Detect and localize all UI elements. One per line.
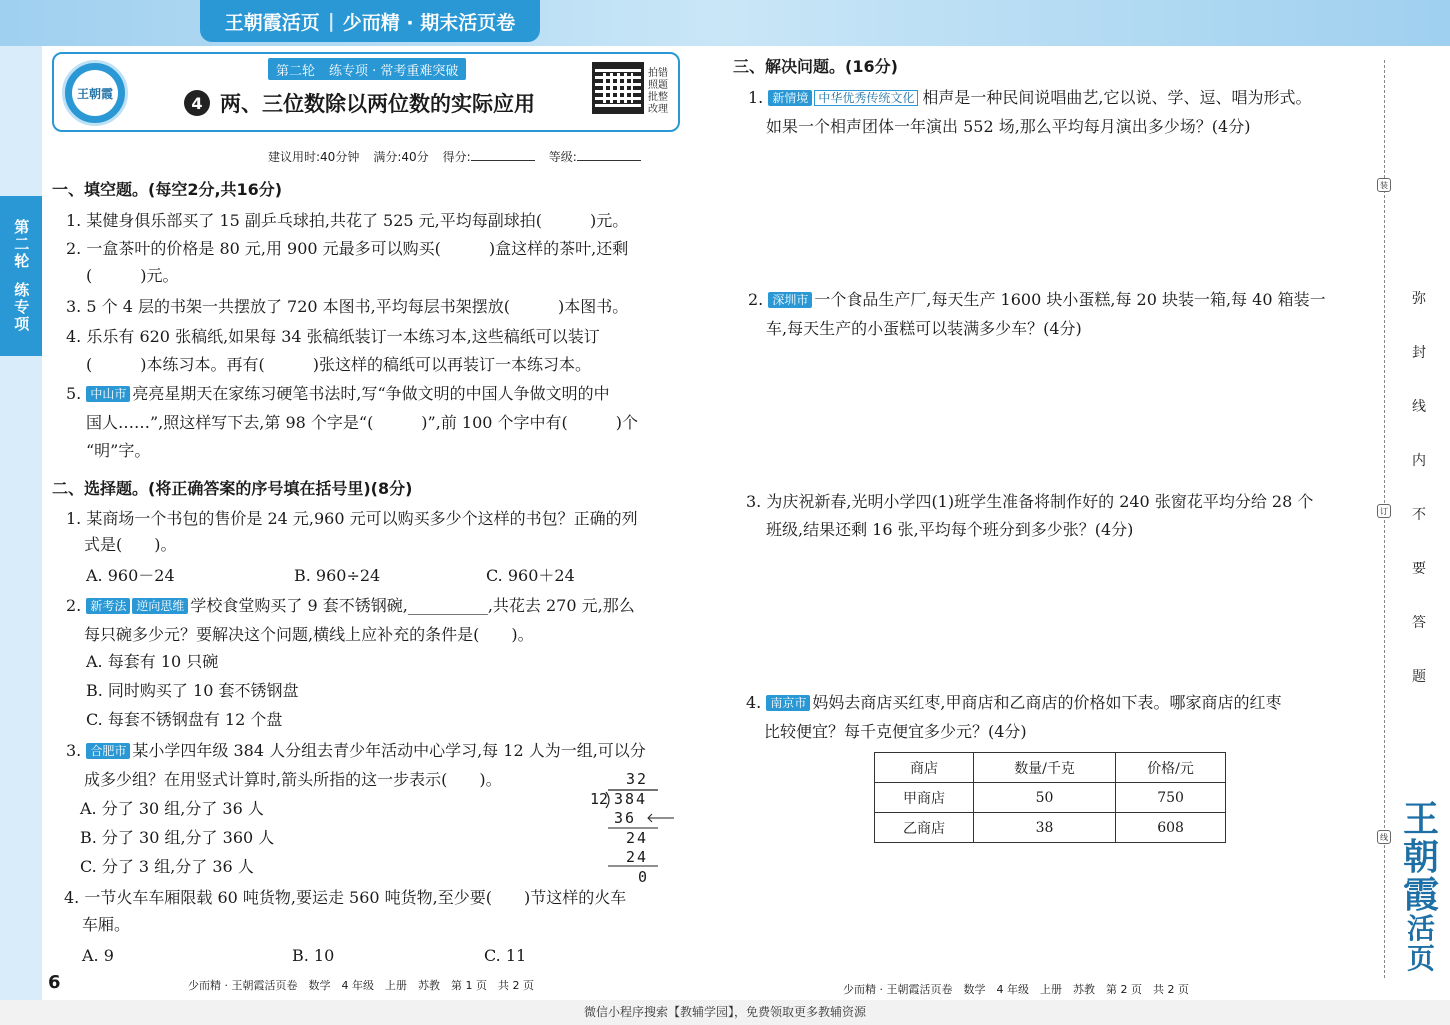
logo-text: 王朝霞 [72, 70, 118, 116]
choice-q4-line2: 车厢。 [82, 915, 131, 934]
fill-q5-line3: “明”字。 [86, 441, 151, 460]
table-cell: 50 [974, 783, 1116, 813]
choice-q3-option-c: C. 分了 3 组,分了 36 人 [80, 857, 254, 876]
choice-q3-line2: 成多少组？在用竖式计算时,箭头所指的这一步表示( )。 [84, 770, 502, 789]
division-step-36: 36 [614, 809, 637, 827]
long-division-figure [586, 770, 676, 886]
full-score: 满分:40分 [373, 150, 429, 164]
choice-q3-line1: 3. 合肥市 某小学四年级 384 人分组去青少年活动中心学习,每 12 人为一组,可以分 [66, 741, 646, 760]
footer-right: 少而精 · 王朝霞活页卷 数学 4 年级 上册 苏教 第 2 页 共 2 页 [843, 983, 1189, 996]
fill-q2-line1: 2. 一盒茶叶的价格是 80 元,用 900 元最多可以购买( )盒这样的茶叶,还剩 [66, 239, 629, 258]
choice-q2-option-b: B. 同时购买了 10 套不锈钢盘 [86, 681, 299, 700]
table-cell: 乙商店 [875, 813, 974, 843]
brand-header [200, 0, 540, 42]
binding-mark: 装 [1377, 178, 1391, 192]
round-sub-label: 练专项 · 常考重难突破 [329, 63, 459, 79]
fill-q2-line2: ( )元。 [86, 266, 179, 285]
division-step-24a: 24 [626, 829, 649, 847]
region-tag: 南京市 [766, 695, 810, 711]
region-tag: 深圳市 [768, 292, 812, 308]
grade-field: 等级: [549, 148, 641, 165]
table-cell: 750 [1116, 783, 1226, 813]
bottom-ad-bar: 微信小程序搜索【教辅学园】，免费领取更多教辅资源 [0, 1000, 1450, 1025]
table-row [875, 813, 1226, 843]
seal-line-note: 弥 封 线 内 不 要 答 题 [1412, 291, 1426, 685]
table-row [875, 783, 1226, 813]
choice-q2-option-c: C. 每套不锈钢盘有 12 个盘 [86, 710, 283, 729]
dividend: 384 [614, 790, 648, 808]
choice-q3-option-a: A. 分了 30 组,分了 36 人 [80, 799, 264, 818]
binding-mark: 订 [1377, 504, 1391, 518]
division-step-24b: 24 [626, 848, 649, 866]
lesson-title-row [184, 88, 535, 118]
score-meta-row [268, 148, 641, 165]
brand-separator: | [327, 10, 335, 32]
reverse-thinking-tag: 逆向思维 [132, 598, 188, 614]
side-tab [0, 196, 42, 356]
fill-q1: 1. 某健身俱乐部买了 15 副乒乓球拍,共花了 525 元,平均每副球拍( )元。 [66, 211, 629, 230]
choice-q3-option-b: B. 分了 30 组,分了 360 人 [80, 828, 275, 847]
lesson-number-badge: 4 [184, 90, 210, 116]
series-name: 少而精 · 期末活页卷 [342, 11, 516, 34]
choice-q1-option-b: B. 960÷24 [294, 566, 381, 585]
qr-caption: 拍错照题批整改理 [648, 68, 668, 115]
solve-q3-line1: 3. 为庆祝新春,光明小学四(1)班学生准备将制作好的 240 张窗花平均分给 28 个 [746, 492, 1314, 511]
table-cell: 38 [974, 813, 1116, 843]
brand-name: 王朝霞活页 [224, 11, 320, 34]
round-label: 第二轮 [276, 63, 316, 79]
brand-logo-icon [62, 60, 128, 126]
table-header: 数量/千克 [974, 753, 1116, 783]
left-margin-band [0, 46, 42, 1025]
fill-q5-line1: 5. 中山市 亮亮星期天在家练习硬笔书法时,写“争做文明的中国人争做文明的中 [66, 384, 610, 403]
quotient: 32 [626, 770, 649, 788]
region-tag: 合肥市 [86, 743, 130, 759]
solve-q2-line1: 2. 深圳市 一个食品生产厂,每天生产 1600 块小蛋糕,每 20 块装一箱,每 40 箱装一 [748, 290, 1326, 309]
page-number: 6 [48, 972, 61, 993]
lesson-header-card [52, 52, 680, 132]
new-method-tag: 新考法 [86, 598, 130, 614]
choice-q4-option-c: C. 11 [484, 946, 527, 965]
table-cell: 甲商店 [875, 783, 974, 813]
table-header-row [875, 753, 1226, 783]
fill-q4-line2: ( )本练习本。再有( )张这样的稿纸可以再装订一本练习本。 [86, 355, 591, 374]
choice-q2-line2: 每只碗多少元？要解决这个问题,横线上应补充的条件是( )。 [84, 625, 534, 644]
table-cell: 608 [1116, 813, 1226, 843]
side-tab-topic: 练专项 [12, 282, 31, 333]
side-tab-round: 第二轮 [12, 219, 31, 270]
price-table [874, 752, 1226, 843]
choice-q4-line1: 4. 一节火车车厢限载 60 吨货物,要运走 560 吨货物,至少要( )节这样的火车 [64, 888, 627, 907]
lesson-title: 两、三位数除以两位数的实际应用 [220, 92, 535, 116]
solve-q1-line2: 如果一个相声团体一年演出 552 场,那么平均每月演出多少场？(4分) [766, 117, 1251, 136]
table-header: 价格/元 [1116, 753, 1226, 783]
choice-q1-line1: 1. 某商场一个书包的售价是 24 元,960 元可以购买多少个这样的书包？正确的列 [66, 509, 638, 528]
table-header: 商店 [875, 753, 974, 783]
new-context-tag: 新情境 [768, 90, 812, 106]
brand-vertical-logo: 王 朝 霞 活页 [1402, 798, 1439, 975]
choice-q1-option-c: C. 960＋24 [486, 566, 575, 585]
fill-q4-line1: 4. 乐乐有 620 张稿纸,如果每 34 张稿纸装订一本练习本,这些稿纸可以装订 [66, 327, 600, 346]
solve-q4-line2: 比较便宜？每千克便宜多少元？(4分) [764, 722, 1027, 741]
division-remainder: 0 [638, 868, 648, 886]
solve-q1-line1: 1. 新情境 中华优秀传统文化 相声是一种民间说唱曲艺,它以说、学、逗、唱为形式。 [748, 88, 1312, 107]
choice-q4-option-b: B. 10 [292, 946, 335, 965]
divisor: 12 [590, 790, 609, 808]
qr-code-icon [592, 62, 644, 114]
culture-tag: 中华优秀传统文化 [814, 90, 918, 106]
region-tag: 中山市 [86, 386, 130, 402]
solve-q4-line1: 4. 南京市 妈妈去商店买红枣,甲商店和乙商店的价格如下表。哪家商店的红枣 [746, 693, 1282, 712]
footer-left: 少而精 · 王朝霞活页卷 数学 4 年级 上册 苏教 第 1 页 共 2 页 [188, 979, 534, 992]
suggested-time: 建议用时:40分钟 [268, 150, 360, 164]
choice-q4-option-a: A. 9 [82, 946, 114, 965]
section-choice-title: 二、选择题。(将正确答案的序号填在括号里)(8分) [52, 479, 413, 498]
binding-mark: 线 [1377, 830, 1391, 844]
fill-q5-line2: 国人……”,照这样写下去,第 98 个字是“( )”,前 100 个字中有( )个 [86, 413, 639, 432]
score-field: 得分: [443, 148, 535, 165]
round-tag [268, 58, 466, 80]
solve-q2-line2: 车,每天生产的小蛋糕可以装满多少车？(4分) [766, 319, 1082, 338]
solve-q3-line2: 班级,结果还剩 16 张,平均每个班分到多少张？(4分) [766, 520, 1134, 539]
choice-q2-line1: 2. 新考法 逆向思维 学校食堂购买了 9 套不锈钢碗,__________,共花去 270 元,那么 [66, 596, 635, 615]
section-fill-in-title: 一、填空题。(每空2分,共16分) [52, 180, 283, 199]
fill-q3: 3. 5 个 4 层的书架一共摆放了 720 本图书,平均每层书架摆放( )本图书。 [66, 297, 629, 316]
section-solve-title: 三、解决问题。(16分) [733, 57, 898, 76]
choice-q2-option-a: A. 每套有 10 只碗 [86, 652, 219, 671]
choice-q1-line2: 式是( )。 [84, 535, 177, 554]
choice-q1-option-a: A. 960－24 [86, 566, 175, 585]
